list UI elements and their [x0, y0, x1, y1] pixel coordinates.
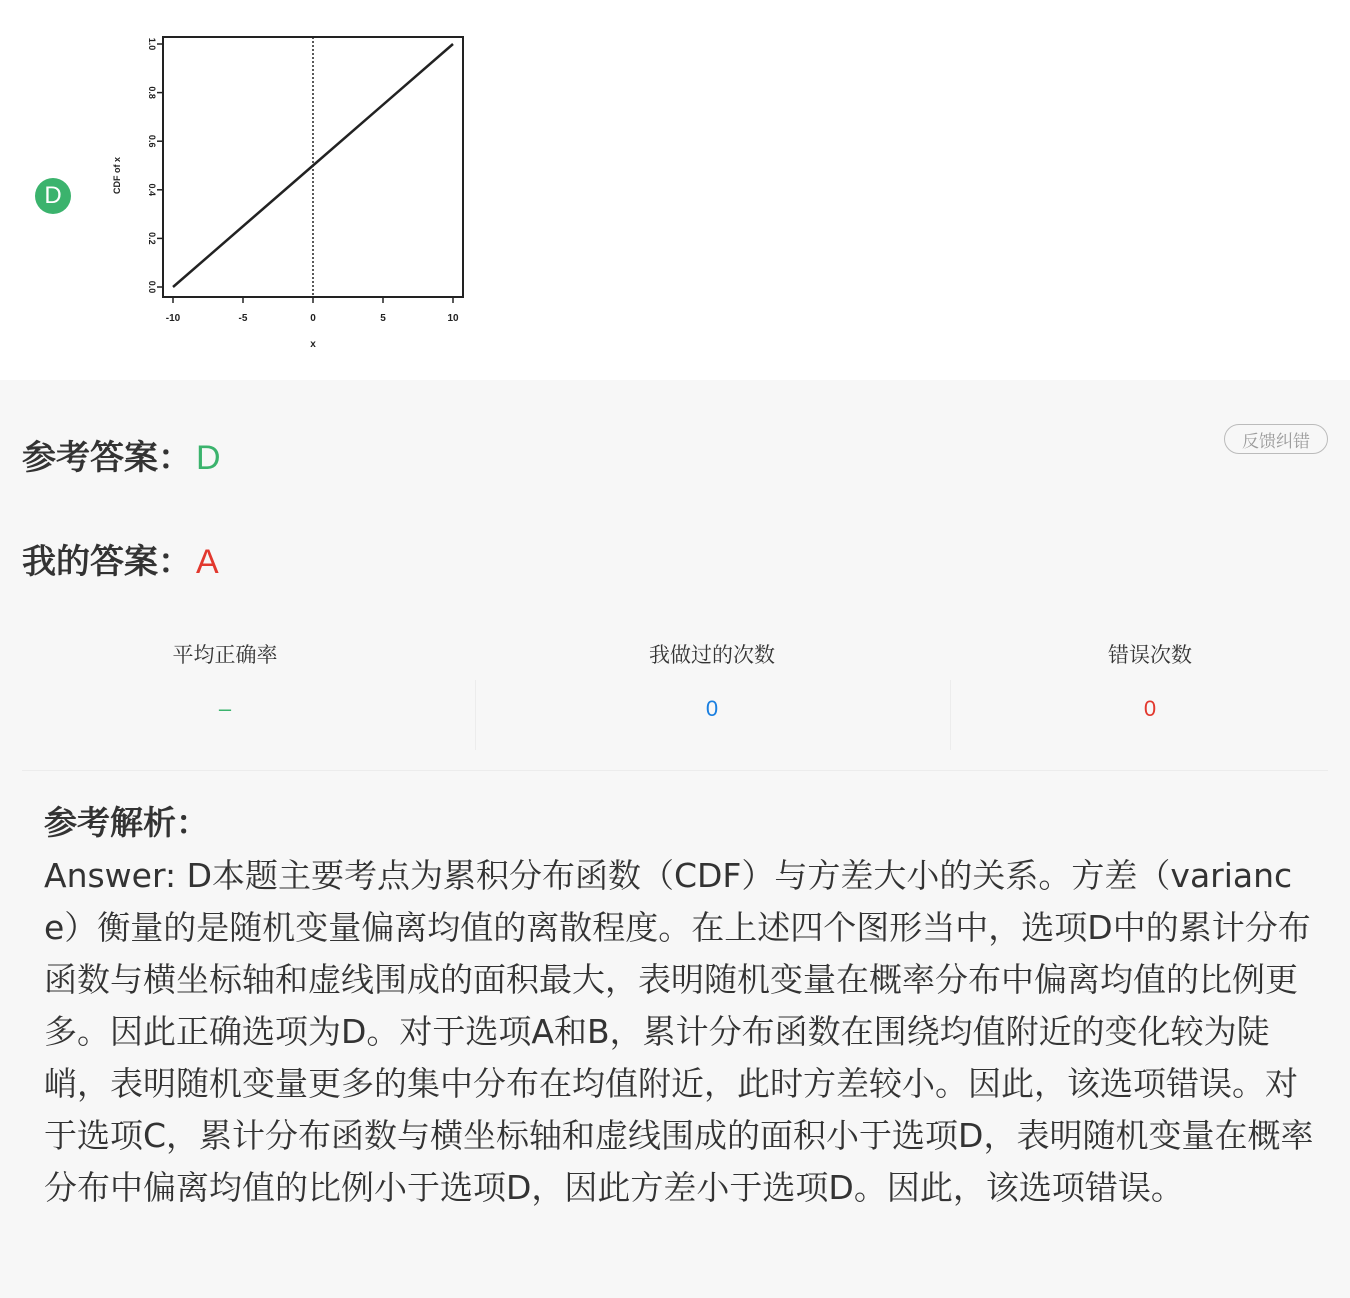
x-tick-label: 10: [447, 313, 459, 324]
section-divider: [22, 770, 1328, 771]
y-tick-label: 0.0: [147, 280, 157, 294]
stat-errors-value: 0: [1143, 696, 1157, 721]
x-tick-label: 0: [310, 313, 316, 324]
stat-errors-label: 错误次数: [1108, 643, 1192, 667]
my-answer: [22, 534, 219, 583]
x-axis-label: x: [310, 339, 316, 350]
reference-answer-value: D: [196, 439, 221, 477]
stat-accuracy-value: –: [218, 696, 232, 721]
stat-attempts: [562, 640, 862, 722]
explanation-body: Answer: D本题主要考点为累积分布函数（CDF）与方差大小的关系。方差（variance）衡量的是随机变量偏离均值的离散程度。在上述四个图形当中，选项D中的累计分布函数与横坐标轴和虚线围成的面积最大，表明随机变量在概率分布中偏离均值的比例更多。因此正确选项为D。对于选项A和B，累计分布函数在围绕均值附近的变化较为陡峭，表明随机变量更多的集中分布在均值附近，此时方差较小。因此，该选项错误。对于选项C，累计分布函数与横坐标轴和虚线围成的面积小于选项D，表明随机变量在概率分布中偏离均值的比例小于选项D，因此方差小于选项D。因此，该选项错误。: [44, 856, 1314, 1207]
stat-divider: [950, 680, 951, 750]
stat-divider: [475, 680, 476, 750]
cdf-chart: [100, 25, 480, 355]
reference-answer-label: 参考答案：: [22, 438, 192, 478]
y-tick-label: 0.2: [147, 232, 157, 245]
stats-panel: [0, 640, 1350, 770]
reference-answer: [22, 430, 221, 479]
option-badge[interactable]: D: [35, 178, 71, 214]
option-d-card[interactable]: [0, 0, 1350, 380]
stat-accuracy-label: 平均正确率: [172, 643, 278, 667]
y-tick-label: 1.0: [147, 37, 157, 51]
explanation-title: 参考解析：: [44, 803, 209, 842]
y-tick-label: 0.8: [147, 86, 157, 99]
my-answer-value: A: [196, 543, 219, 581]
stat-attempts-value: 0: [705, 696, 719, 721]
stat-attempts-label: 我做过的次数: [649, 643, 775, 667]
x-tick-label: -10: [165, 313, 181, 324]
explanation-section: [44, 798, 1314, 1214]
y-tick-label: 0.6: [147, 134, 157, 148]
x-tick-label: 5: [380, 313, 386, 324]
feedback-button[interactable]: 反馈纠错: [1224, 424, 1328, 454]
my-answer-label: 我的答案：: [22, 542, 192, 582]
stat-accuracy: [75, 640, 375, 722]
y-axis-label: CDF of x: [112, 157, 122, 194]
stat-errors: [1000, 640, 1300, 722]
y-tick-label: 0.4: [147, 183, 157, 197]
x-tick-label: -5: [238, 313, 248, 324]
